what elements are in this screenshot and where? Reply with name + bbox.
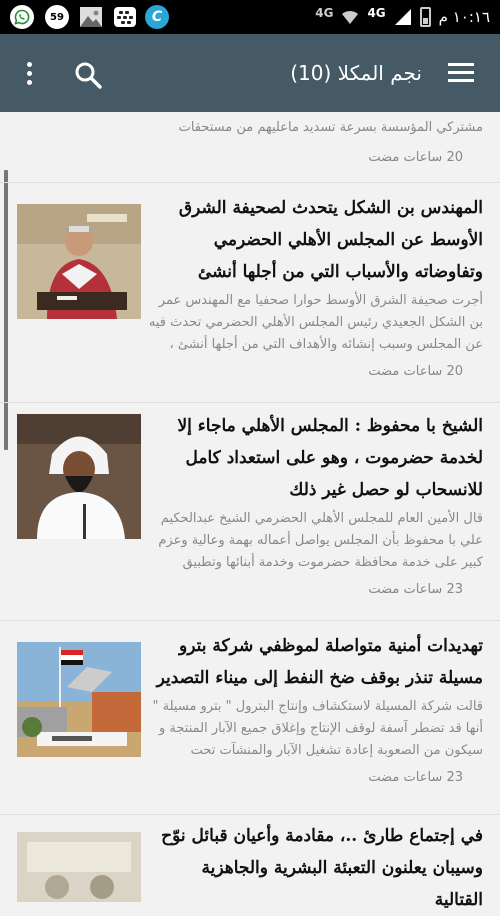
signal-icon bbox=[394, 8, 412, 26]
article-card[interactable] bbox=[0, 410, 500, 620]
divider bbox=[0, 182, 500, 183]
status-bar bbox=[0, 0, 500, 34]
clock: ١٠:١٦ م bbox=[438, 8, 490, 26]
hamburger-menu-icon[interactable] bbox=[448, 63, 474, 83]
bbm-icon bbox=[114, 7, 136, 27]
news-feed[interactable] bbox=[0, 112, 500, 910]
app-title: نجم المكلا (10) bbox=[290, 61, 422, 85]
notification-badge: 59 bbox=[45, 5, 69, 29]
gallery-icon bbox=[80, 7, 102, 27]
article-time: 23 ساعات مضت bbox=[368, 582, 463, 597]
battery-icon bbox=[420, 7, 431, 27]
article-excerpt: أجرت صحيفة الشرق الأوسط حوارا صحفيا مع المهندس عمر بن الشكل الجعيدي رئيس المجلس الأهلي الحضرمي تحدث فيه عن المجلس وسبب إنشائه والأهداف التي من أجلها أنشئ ، bbox=[148, 293, 483, 352]
article-excerpt: قالت شركة المسيلة لاستكشاف وإنتاج البترول " بترو مسيلة " أنها قد تضطر آسفة لوقف الإنتاج وإغلاق جميع الآبار المنتجة و سيكون من الصعوبة إعادة تشغيل الآبار والمنشآت تحت bbox=[152, 699, 483, 758]
article-thumbnail bbox=[17, 642, 141, 757]
article-excerpt: مشتركي المؤسسة بسرعة تسديد ماعليهم من مستحقات bbox=[178, 120, 483, 135]
article-card[interactable] bbox=[0, 190, 500, 400]
article-time: 20 ساعات مضت bbox=[368, 150, 463, 165]
article-thumbnail bbox=[17, 414, 141, 539]
article-title[interactable]: في إجتماع طارئ ..، مقادمة وأعيان قبائل نوّح وسيبان يعلنون التعبئة البشرية والجاهزية القتالية bbox=[161, 826, 483, 910]
network-type-1: 4G bbox=[315, 6, 334, 20]
network-type-2: 4G bbox=[367, 6, 386, 20]
divider bbox=[0, 814, 500, 815]
divider bbox=[0, 620, 500, 621]
app-bar bbox=[0, 34, 500, 112]
article-time: 23 ساعات مضت bbox=[368, 770, 463, 785]
whatsapp-icon bbox=[10, 5, 34, 29]
article-card[interactable] bbox=[0, 630, 500, 820]
article-thumbnail bbox=[17, 832, 141, 902]
article-time: 20 ساعات مضت bbox=[368, 364, 463, 379]
article-title[interactable]: المهندس بن الشكل يتحدث لصحيفة الشرق الأوسط عن المجلس الأهلي الحضرمي وتفاوضاته والأسباب التي من أجلها أنشئ bbox=[178, 198, 483, 282]
article-card[interactable] bbox=[0, 820, 500, 910]
article-title[interactable]: الشيخ با محفوظ : المجلس الأهلي ماجاء إلا لخدمة حضرموت ، وهو على استعداد كامل للانسحاب لو حصل غير ذلك bbox=[177, 416, 483, 500]
article-thumbnail bbox=[17, 204, 141, 319]
more-vert-icon[interactable] bbox=[26, 62, 34, 86]
divider bbox=[0, 402, 500, 403]
search-icon[interactable] bbox=[74, 61, 102, 89]
article-title[interactable]: تهديدات أمنية متواصلة لموظفي شركة بترو مسيلة تنذر بوقف ضخ النفط إلى ميناء التصدير bbox=[156, 636, 483, 688]
c-app-icon: C bbox=[145, 5, 169, 29]
article-excerpt: قال الأمين العام للمجلس الأهلي الحضرمي الشيخ عبدالحكيم علي با محفوظ بأن المجلس يواصل أعماله بهمة وعالية وعزم كبير على خدمة محافظة حضرموت وخدمة أبنائها وتطبيق bbox=[158, 511, 483, 570]
wifi-icon bbox=[341, 8, 359, 26]
